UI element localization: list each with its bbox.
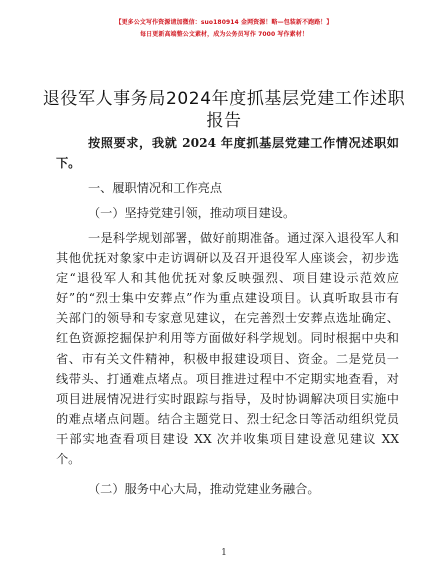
body-line: 线带头、打通难点堵点。项目推进过程中不定期实地查看，对 <box>56 372 399 386</box>
section-heading-1: 一、履职情况和工作亮点 <box>88 181 223 195</box>
body-line: 红色资源挖掘保护利用等方面做好科学规划。同时根据中央和 <box>56 331 399 345</box>
body-line: 个。 <box>56 452 81 466</box>
document-title-line-2: 报告 <box>206 111 242 131</box>
body-line: 其他优抚对象家中走访调研以及召开退役军人座谈会，初步选 <box>56 251 399 265</box>
subsection-heading-2: （二）服务中心大局，推动党建业务融合。 <box>88 482 320 496</box>
page-number: 1 <box>221 548 227 558</box>
subsection-heading-1: （一）坚持党建引领，推动项目建设。 <box>88 206 296 220</box>
body-line: 的难点堵点问题。结合主题党日、烈士纪念日等活动组织党员 <box>56 412 399 426</box>
body-line: 一是科学规划部署，做好前期准备。通过深入退役军人和 <box>88 231 399 245</box>
promo-banner-line-1: 【更多公文写作资源请加微信：suo180914 金网资源！略—包装新不跑路！】 <box>115 19 333 26</box>
body-line: 定“退役军人和其他优抚对象反映强烈、项目建设示范效应 <box>56 271 399 285</box>
body-line: 干部实地查看项目建设 XX 次并收集项目建设意见建议 XX <box>56 432 399 446</box>
body-line-intro: 按照要求，我就 2024 年度抓基层党建工作情况述职如 <box>88 136 399 150</box>
promo-banner-line-2: 每日更新高端整公文素材，成为公务员写作 7000 写作素材！ <box>140 31 308 38</box>
body-line: 项目进展情况进行实时跟踪与指导，及时协调解决项目实施中 <box>56 392 399 406</box>
body-line: 好”的“烈士集中安葬点”作为重点建设项目。认真听取县市有 <box>56 291 399 305</box>
body-line: 省、市有关文件精神，积极申报建设项目、资金。二是党员一 <box>56 352 399 366</box>
document-title-line-1: 退役军人事务局2024年度抓基层党建工作述职 <box>42 89 406 109</box>
body-line: 关部门的领导和专家意见建议，在完善烈士安葬点选址确定、 <box>56 311 399 325</box>
body-line-intro-end: 下。 <box>56 156 81 170</box>
